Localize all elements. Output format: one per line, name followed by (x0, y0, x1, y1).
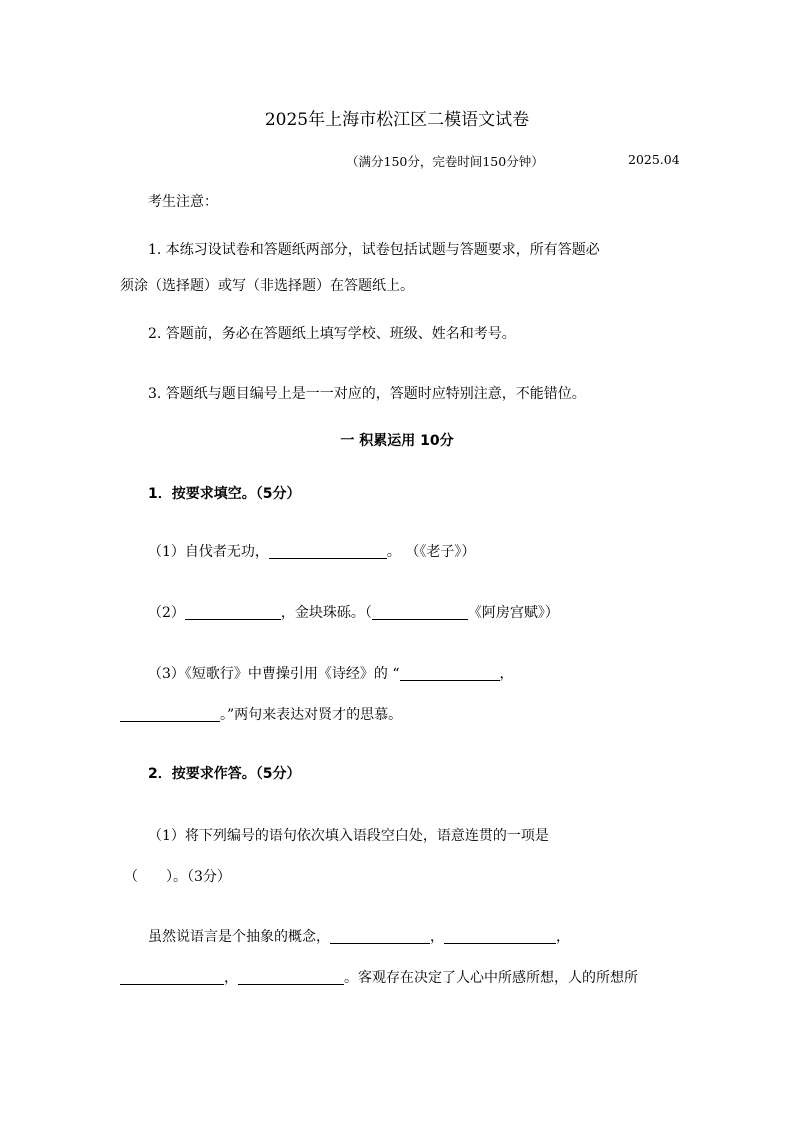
q1-sub3-blank-2[interactable] (120, 707, 220, 722)
q1-sub2-prefix: （2） (148, 605, 185, 621)
q2-para-blank-2[interactable] (444, 929, 556, 944)
notice-item-1-line-1: 1. 本练习设试卷和答题纸两部分，试卷包括试题与答题要求，所有答题必 (148, 242, 600, 258)
q1-sub2 (148, 605, 559, 622)
notice-item-1-line-2: 须涂（选择题）或写（非选择题）在答题纸上。 (120, 278, 414, 294)
q1-sub2-mid: ，金块珠砾。（ (280, 605, 372, 621)
q1-sub1-blank[interactable] (269, 544, 387, 559)
question-2-title: 2．按要求作答。（5分） (148, 766, 301, 782)
q1-sub1-suffix: 。 （《老子》） (386, 544, 476, 560)
q1-sub3-prefix: （3）《短歌行》中曹操引用《诗经》的 “ (148, 666, 400, 682)
exam-info: （满分150分，完卷时间150分钟） (346, 154, 544, 169)
q2-paragraph-line-2 (120, 970, 638, 987)
q1-sub2-suffix: 《阿房宫赋》） (467, 605, 559, 621)
q2-paragraph-line-1 (148, 929, 570, 946)
q1-sub2-blank-1[interactable] (185, 605, 281, 620)
notice-item-2: 2. 答题前，务必在答题纸上填写学校、班级、姓名和考号。 (148, 326, 516, 342)
q2-sub1-line-1: （1）将下列编号的语句依次填入语段空白处，语意连贯的一项是 (148, 828, 549, 844)
section-title: 一 积累运用 10分 (340, 433, 454, 449)
q1-sub1 (148, 544, 475, 561)
notice-item-3: 3. 答题纸与题目编号上是一一对应的，答题时应特别注意，不能错位。 (148, 386, 586, 402)
exam-date: 2025.04 (628, 152, 680, 167)
q1-sub3-line-1 (148, 666, 514, 683)
q1-sub3-blank-1[interactable] (400, 666, 500, 681)
q2-para-blank-4[interactable] (238, 970, 344, 985)
q1-sub3-line-2 (120, 707, 402, 724)
q1-sub2-blank-2[interactable] (372, 605, 468, 620)
q2-para-end: 。客观存在决定了人心中所感所想，人的所想所 (344, 970, 638, 986)
q1-sub3-comma: ， (499, 666, 514, 682)
q2-para-comma-2: ， (556, 929, 570, 945)
q1-sub1-prefix: （1）自伐者无功， (148, 544, 269, 560)
q2-sub1-line-2: （ ）。（3分） (124, 869, 231, 885)
q2-para-blank-3[interactable] (120, 970, 224, 985)
q2-para-blank-1[interactable] (330, 929, 430, 944)
q1-sub3-end: 。”两句来表达对贤才的思慕。 (220, 707, 403, 723)
q2-para-comma-1: ， (430, 929, 444, 945)
notice-heading: 考生注意： (148, 194, 218, 210)
question-1-title: 1．按要求填空。（5分） (148, 486, 301, 502)
page-title: 2025年上海市松江区二模语文试卷 (264, 110, 530, 130)
q2-para-prefix: 虽然说语言是个抽象的概念， (148, 929, 330, 945)
q2-para-comma-3: ， (224, 970, 238, 986)
